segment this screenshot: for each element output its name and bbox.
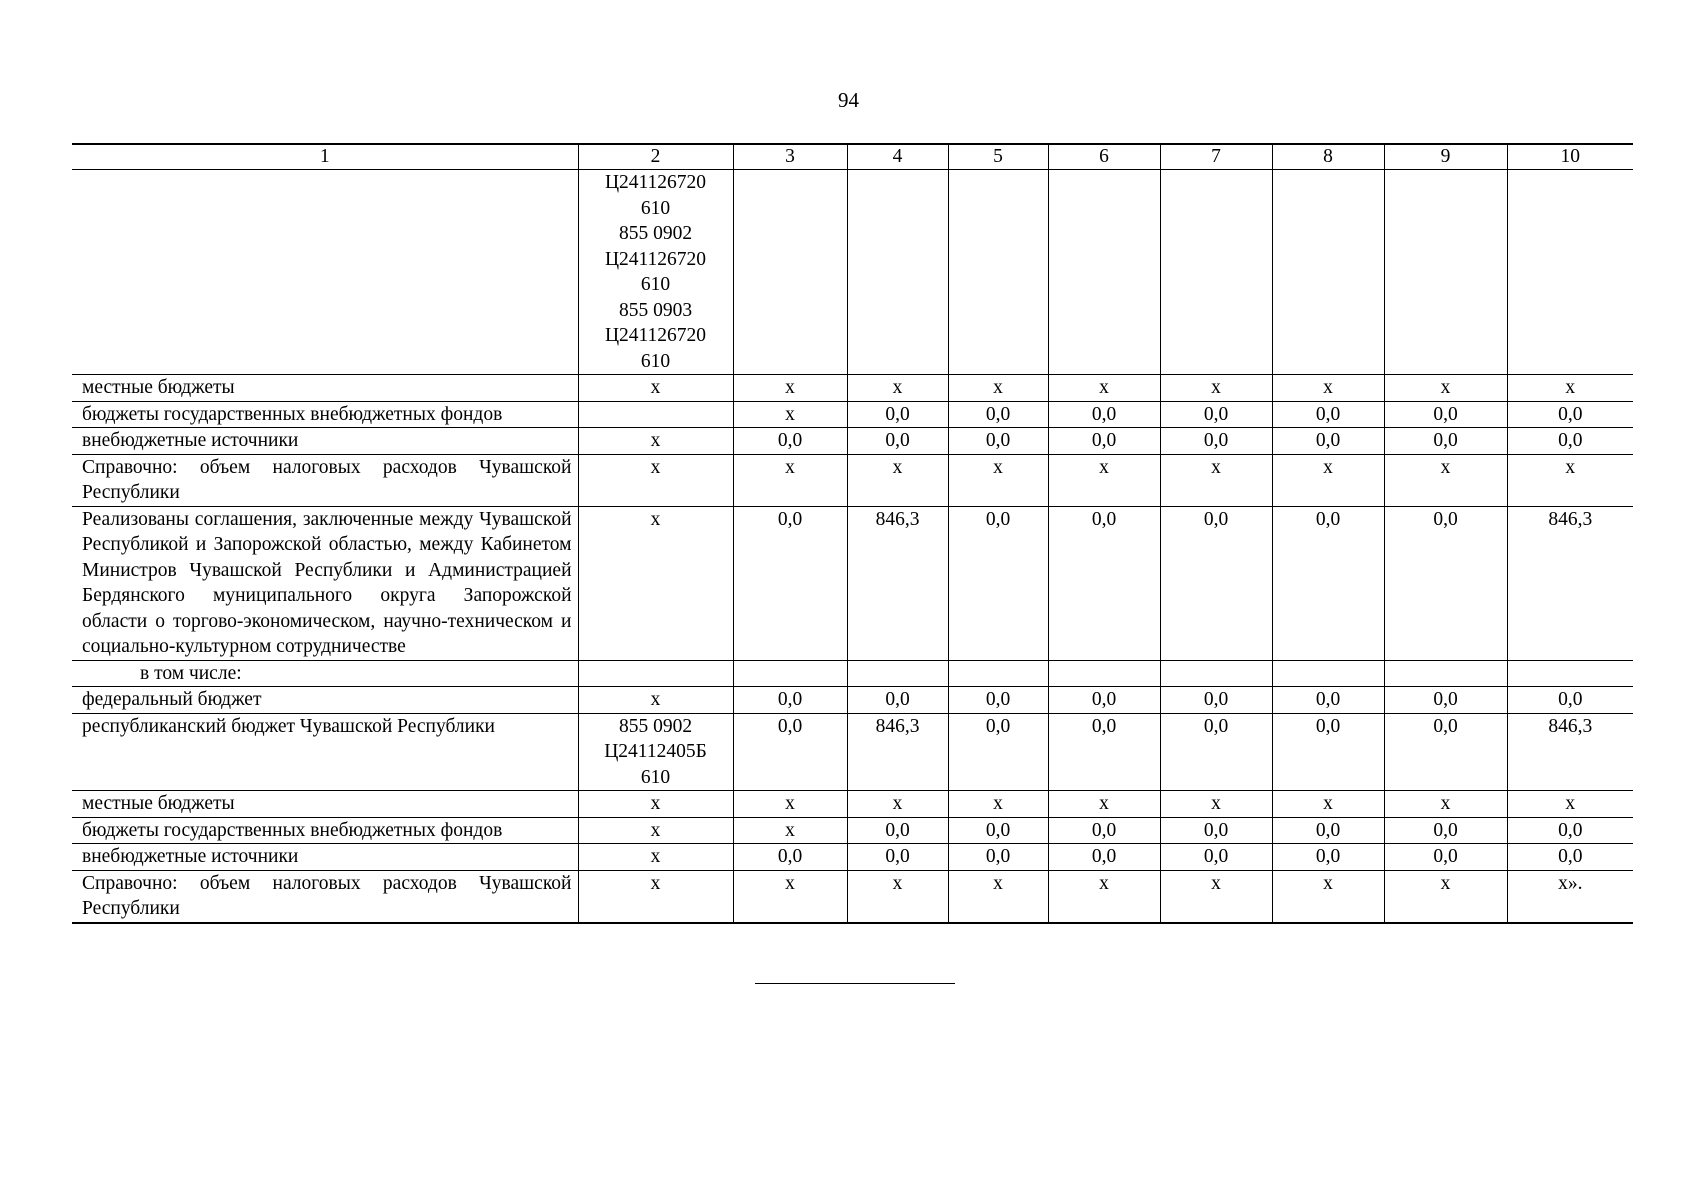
budget-code-line: 855 0902 bbox=[618, 715, 693, 737]
budget-code-line: Ц241126720 bbox=[604, 172, 707, 193]
value-cell-col-3 bbox=[733, 660, 847, 687]
value-cell-col-5: 0,0 bbox=[948, 401, 1048, 428]
value-cell-col-9: х bbox=[1384, 375, 1507, 402]
table-row bbox=[72, 401, 1633, 428]
budget-code-line: х bbox=[650, 819, 661, 841]
value-cell-col-10: 846,3 bbox=[1507, 713, 1633, 791]
value-cell-col-8: 0,0 bbox=[1272, 687, 1384, 714]
value-cell-col-3: 0,0 bbox=[733, 844, 847, 871]
value-cell-col-5: 0,0 bbox=[948, 817, 1048, 844]
value-cell-col-8 bbox=[1272, 660, 1384, 687]
row-label: местные бюджеты bbox=[72, 791, 578, 818]
value-cell-col-5 bbox=[948, 660, 1048, 687]
value-cell-col-4: 0,0 bbox=[847, 817, 948, 844]
value-cell-col-4: х bbox=[847, 375, 948, 402]
value-cell-col-10: 0,0 bbox=[1507, 428, 1633, 455]
budget-code-cell bbox=[578, 401, 733, 428]
budget-code-line: х bbox=[650, 508, 661, 530]
page-number: 94 bbox=[838, 88, 859, 112]
value-cell-col-10: х bbox=[1507, 454, 1633, 506]
header-cell-4: 4 bbox=[847, 144, 948, 170]
value-cell-col-6: х bbox=[1048, 791, 1160, 818]
table-row bbox=[72, 687, 1633, 714]
value-cell-col-3: х bbox=[733, 454, 847, 506]
row-label bbox=[72, 170, 578, 375]
value-cell-col-6: 0,0 bbox=[1048, 844, 1160, 871]
table-row bbox=[72, 170, 1633, 375]
budget-code-cell bbox=[578, 506, 733, 660]
budget-code-cell bbox=[578, 791, 733, 818]
value-cell-col-8: 0,0 bbox=[1272, 428, 1384, 455]
header-cell-1: 1 bbox=[72, 144, 578, 170]
value-cell-col-7 bbox=[1160, 170, 1272, 375]
value-cell-col-9: 0,0 bbox=[1384, 506, 1507, 660]
header-cell-7: 7 bbox=[1160, 144, 1272, 170]
budget-code-cell bbox=[578, 660, 733, 687]
value-cell-col-5: 0,0 bbox=[948, 844, 1048, 871]
row-label: внебюджетные источники bbox=[72, 428, 578, 455]
table-row bbox=[72, 713, 1633, 791]
row-label: федеральный бюджет bbox=[72, 687, 578, 714]
value-cell-col-6: х bbox=[1048, 375, 1160, 402]
value-cell-col-10: х bbox=[1507, 375, 1633, 402]
value-cell-col-3: 0,0 bbox=[733, 687, 847, 714]
value-cell-col-10: 0,0 bbox=[1507, 844, 1633, 871]
value-cell-col-5: х bbox=[948, 375, 1048, 402]
value-cell-col-6: 0,0 bbox=[1048, 713, 1160, 791]
value-cell-col-10: х bbox=[1507, 791, 1633, 818]
value-cell-col-9: 0,0 bbox=[1384, 401, 1507, 428]
value-cell-col-3: 0,0 bbox=[733, 506, 847, 660]
value-cell-col-10: 0,0 bbox=[1507, 687, 1633, 714]
value-cell-col-6: х bbox=[1048, 870, 1160, 923]
value-cell-col-7: 0,0 bbox=[1160, 817, 1272, 844]
row-label: Справочно: объем налоговых расходов Чувашской Республики bbox=[72, 454, 578, 506]
budget-code-cell bbox=[578, 870, 733, 923]
value-cell-col-7 bbox=[1160, 660, 1272, 687]
row-label: внебюджетные источники bbox=[72, 844, 578, 871]
value-cell-col-10: 0,0 bbox=[1507, 401, 1633, 428]
value-cell-col-10: х». bbox=[1507, 870, 1633, 923]
budget-code-line: Ц241126720 bbox=[604, 325, 707, 346]
budget-code-cell bbox=[578, 844, 733, 871]
table-row bbox=[72, 428, 1633, 455]
table-row bbox=[72, 791, 1633, 818]
value-cell-col-3: 0,0 bbox=[733, 428, 847, 455]
value-cell-col-7: 0,0 bbox=[1160, 687, 1272, 714]
budget-code-line: х bbox=[650, 846, 661, 867]
value-cell-col-6: 0,0 bbox=[1048, 401, 1160, 428]
value-cell-col-7: х bbox=[1160, 791, 1272, 818]
value-cell-col-8: 0,0 bbox=[1272, 401, 1384, 428]
budget-code-cell bbox=[578, 375, 733, 402]
value-cell-col-4: х bbox=[847, 791, 948, 818]
value-cell-col-8: 0,0 bbox=[1272, 817, 1384, 844]
budget-code-line: 855 0903 bbox=[618, 299, 693, 321]
header-row bbox=[72, 144, 1633, 170]
value-cell-col-10: 0,0 bbox=[1507, 817, 1633, 844]
budget-code-line: 855 0902 bbox=[618, 223, 693, 244]
budget-code-line: 610 bbox=[640, 197, 671, 219]
table-row bbox=[72, 375, 1633, 402]
value-cell-col-5: х bbox=[948, 791, 1048, 818]
value-cell-col-9: 0,0 bbox=[1384, 844, 1507, 871]
value-cell-col-9: 0,0 bbox=[1384, 428, 1507, 455]
value-cell-col-9: 0,0 bbox=[1384, 687, 1507, 714]
budget-code-line: 610 bbox=[640, 350, 671, 372]
value-cell-col-7: х bbox=[1160, 454, 1272, 506]
value-cell-col-6 bbox=[1048, 660, 1160, 687]
table-row bbox=[72, 870, 1633, 923]
budget-code-line: х bbox=[650, 793, 661, 814]
value-cell-col-6: х bbox=[1048, 454, 1160, 506]
value-cell-col-9: 0,0 bbox=[1384, 713, 1507, 791]
value-cell-col-4 bbox=[847, 660, 948, 687]
value-cell-col-4: 0,0 bbox=[847, 844, 948, 871]
budget-code-cell bbox=[578, 687, 733, 714]
value-cell-col-7: 0,0 bbox=[1160, 844, 1272, 871]
header-cell-5: 5 bbox=[948, 144, 1048, 170]
row-label: Справочно: объем налоговых расходов Чувашской Республики bbox=[72, 870, 578, 923]
table-row bbox=[72, 817, 1633, 844]
value-cell-col-7: 0,0 bbox=[1160, 428, 1272, 455]
budget-code-line: 610 bbox=[640, 766, 671, 788]
value-cell-col-8 bbox=[1272, 170, 1384, 375]
table-row bbox=[72, 660, 1633, 687]
row-label: республиканский бюджет Чувашской Республики bbox=[72, 713, 578, 791]
budget-code-line: 610 bbox=[640, 274, 671, 295]
value-cell-col-3: х bbox=[733, 375, 847, 402]
value-cell-col-6: 0,0 bbox=[1048, 817, 1160, 844]
value-cell-col-7: 0,0 bbox=[1160, 401, 1272, 428]
value-cell-col-9: х bbox=[1384, 870, 1507, 923]
value-cell-col-4: х bbox=[847, 454, 948, 506]
header-cell-2: 2 bbox=[578, 144, 733, 170]
value-cell-col-4: 846,3 bbox=[847, 713, 948, 791]
value-cell-col-6: 0,0 bbox=[1048, 506, 1160, 660]
header-cell-6: 6 bbox=[1048, 144, 1160, 170]
row-label: местные бюджеты bbox=[72, 375, 578, 402]
value-cell-col-5: 0,0 bbox=[948, 428, 1048, 455]
value-cell-col-8: 0,0 bbox=[1272, 844, 1384, 871]
value-cell-col-6: 0,0 bbox=[1048, 687, 1160, 714]
budget-code-line: х bbox=[650, 377, 661, 398]
row-label: в том числе: bbox=[72, 660, 578, 687]
budget-code-cell bbox=[578, 817, 733, 844]
row-label: бюджеты государственных внебюджетных фондов bbox=[72, 401, 578, 428]
value-cell-col-8: 0,0 bbox=[1272, 713, 1384, 791]
value-cell-col-7: х bbox=[1160, 870, 1272, 923]
value-cell-col-5: х bbox=[948, 870, 1048, 923]
value-cell-col-9: х bbox=[1384, 791, 1507, 818]
value-cell-col-6 bbox=[1048, 170, 1160, 375]
value-cell-col-4 bbox=[847, 170, 948, 375]
value-cell-col-4: 0,0 bbox=[847, 428, 948, 455]
value-cell-col-5: 0,0 bbox=[948, 687, 1048, 714]
table-row bbox=[72, 506, 1633, 660]
value-cell-col-8: х bbox=[1272, 454, 1384, 506]
table-row bbox=[72, 454, 1633, 506]
value-cell-col-7: х bbox=[1160, 375, 1272, 402]
budget-code-line: х bbox=[650, 689, 661, 710]
value-cell-col-6: 0,0 bbox=[1048, 428, 1160, 455]
header-cell-10: 10 bbox=[1507, 144, 1633, 170]
value-cell-col-3: 0,0 bbox=[733, 713, 847, 791]
budget-table bbox=[72, 143, 1633, 924]
value-cell-col-8: 0,0 bbox=[1272, 506, 1384, 660]
row-label: Реализованы соглашения, заключенные между Чувашской Республикой и Запорожской областью, между Кабинетом Министров Чувашской Республики и Администрацией Бердянского муниципального округа Запорожской области о торгово-экономическом, научно-техническом и социально-культурном сотрудничестве bbox=[72, 506, 578, 660]
value-cell-col-4: 846,3 bbox=[847, 506, 948, 660]
header-cell-3: 3 bbox=[733, 144, 847, 170]
table-row bbox=[72, 844, 1633, 871]
budget-code-cell bbox=[578, 713, 733, 791]
value-cell-col-5 bbox=[948, 170, 1048, 375]
value-cell-col-9: 0,0 bbox=[1384, 817, 1507, 844]
budget-code-line: х bbox=[650, 872, 661, 894]
value-cell-col-8: х bbox=[1272, 870, 1384, 923]
value-cell-col-5: 0,0 bbox=[948, 713, 1048, 791]
budget-code-line: х bbox=[650, 430, 661, 451]
value-cell-col-4: 0,0 bbox=[847, 401, 948, 428]
value-cell-col-4: 0,0 bbox=[847, 687, 948, 714]
budget-code-line: Ц241126720 bbox=[604, 248, 707, 270]
value-cell-col-3 bbox=[733, 170, 847, 375]
value-cell-col-3: х bbox=[733, 870, 847, 923]
value-cell-col-5: 0,0 bbox=[948, 506, 1048, 660]
value-cell-col-10: 846,3 bbox=[1507, 506, 1633, 660]
budget-code-cell bbox=[578, 170, 733, 375]
table-body bbox=[72, 144, 1633, 923]
value-cell-col-10 bbox=[1507, 170, 1633, 375]
value-cell-col-5: х bbox=[948, 454, 1048, 506]
value-cell-col-3: х bbox=[733, 817, 847, 844]
value-cell-col-8: х bbox=[1272, 375, 1384, 402]
budget-code-line: х bbox=[650, 456, 661, 478]
budget-code-cell bbox=[578, 428, 733, 455]
footnote-separator bbox=[755, 983, 955, 984]
value-cell-col-10 bbox=[1507, 660, 1633, 687]
header-cell-9: 9 bbox=[1384, 144, 1507, 170]
budget-code-line: Ц24112405Б bbox=[604, 741, 707, 762]
header-cell-8: 8 bbox=[1272, 144, 1384, 170]
row-label: бюджеты государственных внебюджетных фондов bbox=[72, 817, 578, 844]
value-cell-col-3: х bbox=[733, 791, 847, 818]
value-cell-col-9 bbox=[1384, 170, 1507, 375]
budget-code-cell bbox=[578, 454, 733, 506]
value-cell-col-7: 0,0 bbox=[1160, 713, 1272, 791]
value-cell-col-8: х bbox=[1272, 791, 1384, 818]
value-cell-col-9: х bbox=[1384, 454, 1507, 506]
value-cell-col-7: 0,0 bbox=[1160, 506, 1272, 660]
value-cell-col-9 bbox=[1384, 660, 1507, 687]
value-cell-col-3: х bbox=[733, 401, 847, 428]
value-cell-col-4: х bbox=[847, 870, 948, 923]
